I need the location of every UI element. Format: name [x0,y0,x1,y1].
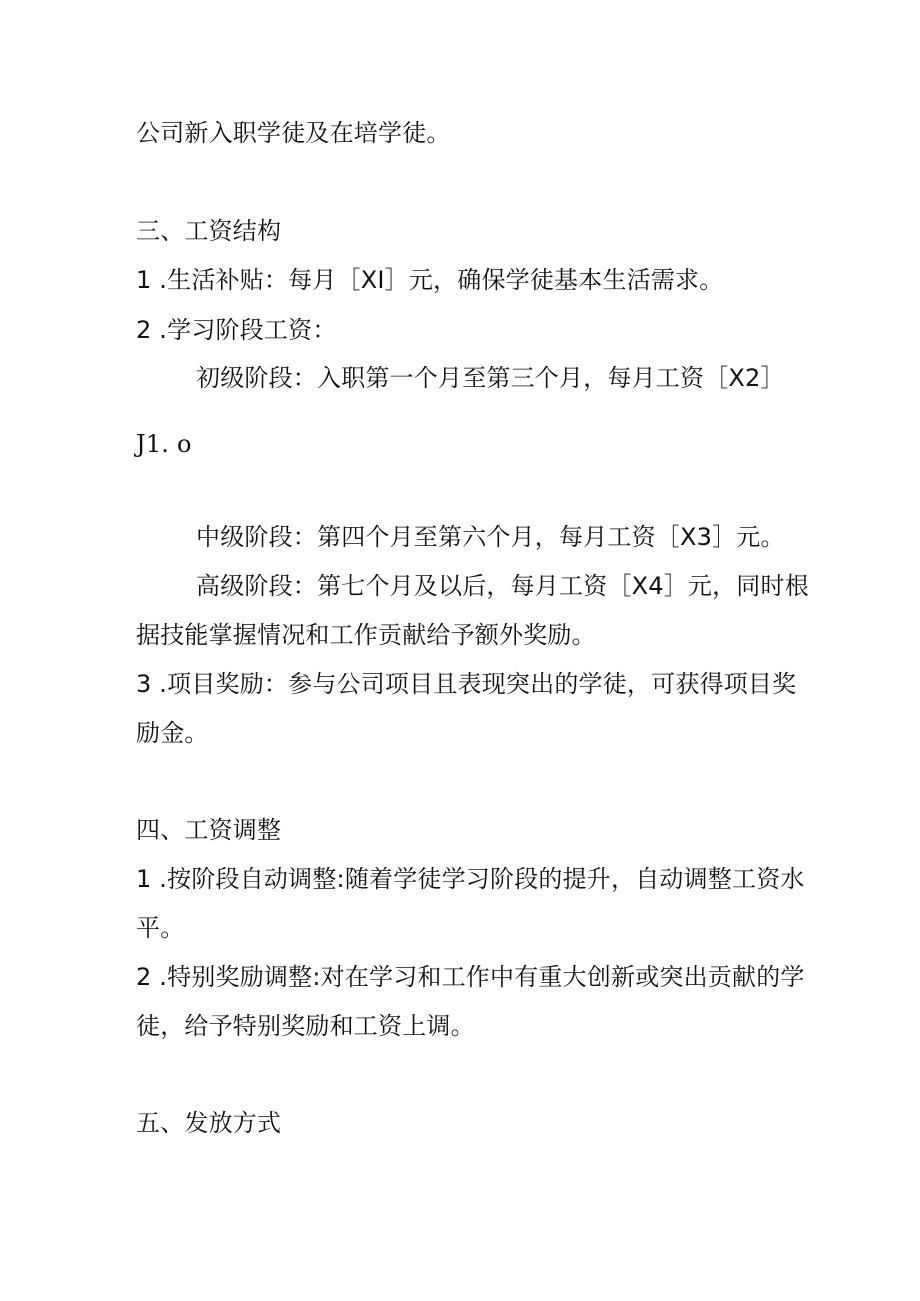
paragraph-intermediate-stage: 中级阶段：第四个月至第六个月，每月工资［X3］元。 [196,523,785,551]
section-heading-salary-adjustment: 四、工资调整 [136,816,282,844]
paragraph-senior-stage: 高级阶段：第七个月及以后，每月工资［X4］元，同时根 [196,572,809,600]
list-item-stage-adjustment-continued: 平。 [136,914,185,942]
list-item-living-allowance: 1 .生活补贴：每月［XI］元，确保学徒基本生活需求。 [136,266,724,294]
list-item-special-reward: 2 .特别奖励调整:对在学习和工作中有重大创新或突出贡献的学 [136,963,805,991]
list-item-learning-stage-salary: 2 .学习阶段工资： [136,316,337,344]
list-item-stage-adjustment: 1 .按阶段自动调整:随着学徒学习阶段的提升，自动调整工资水 [136,865,805,893]
paragraph-senior-stage-continued: 据技能掌握情况和工作贡献给予额外奖励。 [136,621,596,649]
list-item-project-bonus: 3 .项目奖励：参与公司项目且表现突出的学徒，可获得项目奖 [136,670,797,698]
section-heading-payment-method: 五、发放方式 [136,1109,282,1137]
paragraph-junior-stage: 初级阶段：入职第一个月至第三个月，每月工资［X2］ [196,364,785,392]
list-item-project-bonus-continued: 励金。 [136,719,209,747]
list-item-special-reward-continued: 徒，给予特别奖励和工资上调。 [136,1012,475,1040]
intro-line: 公司新入职学徒及在培学徒。 [136,119,451,147]
section-heading-salary-structure: 三、工资结构 [136,217,282,245]
ocr-fragment-line: J1. o [136,430,192,458]
